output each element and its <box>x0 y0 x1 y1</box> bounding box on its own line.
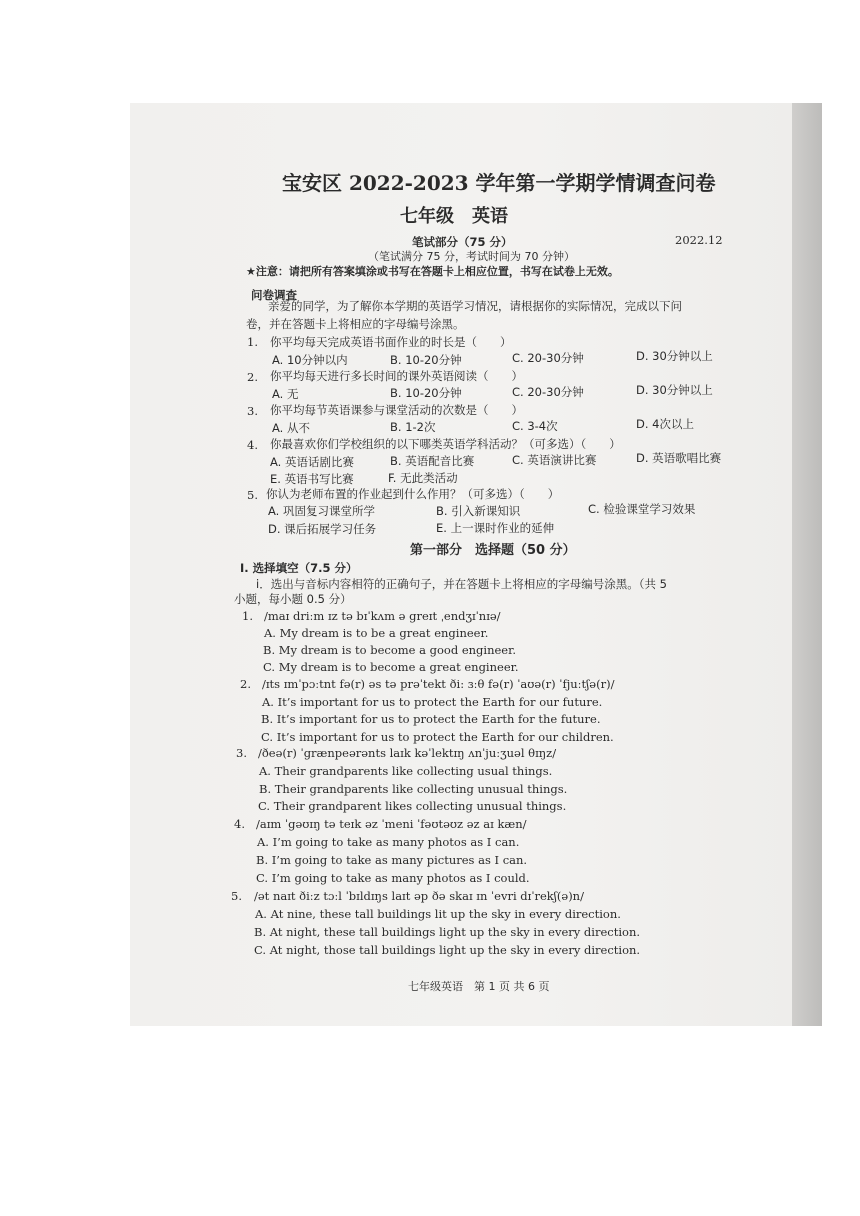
item-option: B. At night, these tall buildings light up the sky in every direction. <box>254 925 641 939</box>
item-num: 2. <box>240 677 251 691</box>
survey-option: A. 无 <box>272 387 299 401</box>
item-num: 1. <box>242 609 253 623</box>
survey-heading: 问卷调查 <box>251 288 297 302</box>
item-option: B. It’s important for us to protect the Earth for the future. <box>261 712 601 726</box>
item-num: 3. <box>236 746 247 760</box>
paper-edge-shadow <box>792 103 822 1026</box>
survey-option: E. 英语书写比赛 <box>270 472 354 486</box>
survey-option: A. 英语话剧比赛 <box>270 455 354 469</box>
score-time-note: （笔试满分 75 分，考试时间为 70 分钟） <box>368 250 575 263</box>
survey-option: A. 巩固复习课堂所学 <box>268 504 375 518</box>
item-option: C. It’s important for us to protect the Earth for our children. <box>261 730 614 744</box>
exam-paper <box>130 103 792 1026</box>
page-footer: 七年级英语 第 1 页 共 6 页 <box>408 980 550 993</box>
survey-option: E. 上一课时作业的延伸 <box>436 521 555 535</box>
survey-q-text: 你最喜欢你们学校组织的以下哪类英语学科活动？（可多选）（ ） <box>270 437 621 451</box>
part1-heading: 第一部分 选择题（50 分） <box>410 543 576 558</box>
survey-option: D. 4次以上 <box>636 417 694 431</box>
item-num: 4. <box>234 817 245 831</box>
survey-intro-line2: 卷，并在答题卡上将相应的字母编号涂黑。 <box>246 317 465 331</box>
item-phonetic: /ðeə(r) ˈgrænpeərənts laɪk kəˈlektɪŋ ʌnˈjuːʒuəl θɪŋz/ <box>258 746 557 760</box>
item-option: B. My dream is to become a good engineer. <box>263 643 516 657</box>
item-option: A. At nine, these tall buildings lit up the sky in every direction. <box>255 907 621 921</box>
survey-q-text: 你平均每节英语课参与课堂活动的次数是（ ） <box>270 403 523 417</box>
survey-option: A. 从不 <box>272 421 310 435</box>
survey-option: D. 英语歌唱比赛 <box>636 451 722 465</box>
item-phonetic: /ɪts ɪmˈpɔːtnt fə(r) əs tə prəˈtekt ði: ɜːθ fə(r) ˈaʊə(r) ˈfjuːtʃə(r)/ <box>262 677 615 691</box>
survey-intro-line1: 亲爱的同学，为了解你本学期的英语学习情况，请根据你的实际情况，完成以下问 <box>268 299 682 313</box>
section-written: 笔试部分（75 分） <box>412 235 513 249</box>
survey-q-text: 你平均每天完成英语书面作业的时长是（ ） <box>270 335 512 349</box>
item-num: 5. <box>231 889 242 903</box>
survey-option: F. 无此类活动 <box>388 471 458 485</box>
item-option: C. Their grandparent likes collecting unusual things. <box>258 799 567 813</box>
part1-instruction-line2: 小题，每小题 0.5 分） <box>234 592 352 606</box>
part1-instruction-line1: i．选出与音标内容相符的正确句子，并在答题卡上将相应的字母编号涂黑。（共 5 <box>256 577 667 591</box>
item-option: A. I’m going to take as many photos as I can. <box>257 835 520 849</box>
survey-option: B. 10-20分钟 <box>390 386 462 400</box>
notice: ★注意：请把所有答案填涂或书写在答题卡上相应位置，书写在试卷上无效。 <box>246 265 619 278</box>
exam-title: 宝安区 2022-2023 学年第一学期学情调查问卷 <box>282 171 716 195</box>
item-option: C. At night, those tall buildings light up the sky in every direction. <box>254 943 641 957</box>
survey-option: D. 课后拓展学习任务 <box>268 522 377 536</box>
item-option: B. I’m going to take as many pictures as I can. <box>256 853 528 867</box>
item-phonetic: /ət naɪt ðiːz tɔːl ˈbɪldɪŋs laɪt əp ðə skaɪ ɪn ˈevri dɪˈrekʃ(ə)n/ <box>254 889 584 903</box>
item-phonetic: /aɪm ˈgəʊɪŋ tə teɪk əz ˈmeni ˈfəʊtəʊz əz aɪ kæn/ <box>256 817 527 831</box>
item-phonetic: /maɪ driːm ɪz tə bɪˈkʌm ə greɪt ˌendʒɪˈnɪə/ <box>264 609 501 623</box>
survey-option: C. 20-30分钟 <box>512 385 584 399</box>
item-option: A. It’s important for us to protect the Earth for our future. <box>262 695 603 709</box>
survey-option: D. 30分钟以上 <box>636 349 713 363</box>
survey-option: C. 3-4次 <box>512 419 558 433</box>
survey-q-text: 你认为老师布置的作业起到什么作用？（可多选）（ ） <box>266 487 560 501</box>
item-option: A. My dream is to be a great engineer. <box>264 626 489 640</box>
survey-option: C. 英语演讲比赛 <box>512 453 597 467</box>
survey-option: C. 20-30分钟 <box>512 351 584 365</box>
survey-q-num: 1. <box>247 335 258 349</box>
survey-q-num: 3. <box>247 404 258 418</box>
survey-option: B. 英语配音比赛 <box>390 454 475 468</box>
grade-subject: 七年级 英语 <box>400 206 508 227</box>
exam-date: 2022.12 <box>675 233 723 247</box>
survey-option: B. 10-20分钟 <box>390 353 462 367</box>
survey-option: D. 30分钟以上 <box>636 383 713 397</box>
item-option: B. Their grandparents like collecting unusual things. <box>259 782 568 796</box>
survey-option: B. 1-2次 <box>390 420 436 434</box>
item-option: C. My dream is to become a great engineer. <box>263 660 519 674</box>
item-option: C. I’m going to take as many photos as I could. <box>256 871 530 885</box>
survey-q-num: 5. <box>247 488 258 502</box>
survey-option: B. 引入新课知识 <box>436 504 521 518</box>
survey-option: A. 10分钟以内 <box>272 353 348 367</box>
item-option: A. Their grandparents like collecting usual things. <box>259 764 553 778</box>
part1-section-title: I. 选择填空（7.5 分） <box>240 561 358 575</box>
survey-option: C. 检验课堂学习效果 <box>588 502 696 516</box>
document-photo <box>130 103 822 1026</box>
survey-q-num: 2. <box>247 370 258 384</box>
survey-q-num: 4. <box>247 438 258 452</box>
survey-q-text: 你平均每天进行多长时间的课外英语阅读（ ） <box>270 369 523 383</box>
